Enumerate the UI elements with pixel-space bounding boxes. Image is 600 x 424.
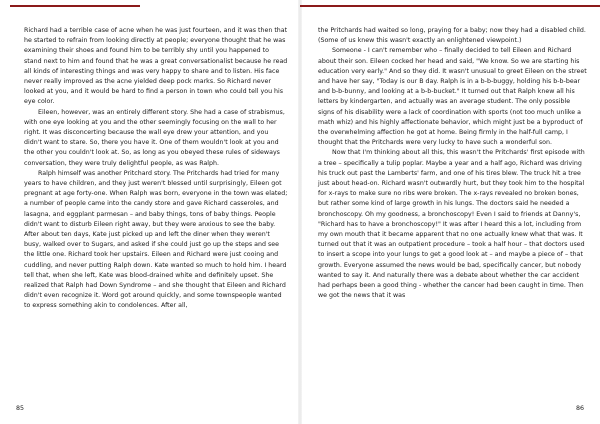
paragraph: Richard had a terrible case of acne when he was just fourteen, and it was then that he started to refrain from looking directly at people; everyone thought that he was examining their shoes and found him to be terribly shy until you happened to stand next to him and found that he was a great conversationalist because he read all kinds of interesting things and was very happy to share and to listen. His face never really improved as the acne yielded deep pock marks. So Richard never looked at you, and it would be hard to find a person in town who could tell you his eye color. — [24, 27, 288, 106]
header-rule — [10, 5, 140, 7]
paragraph: Ralph himself was another Pritchard story. The Pritchards had tried for many years to have children, and they just weren't blessed until surprisingly, Eileen got pregnant at age forty-one. When Ralph was born, everyone in the town was elated; a number of people came into the candy store and gave Richard casseroles, and lasagna, and eggplant parmesan – and baby things, tons of baby things. People didn't want to disturb Eileen right away, but they were anxious to see the baby. After about ten days, Kate just picked up and left the diner when they weren't busy, walked over to Sugars, and asked if she could just go up the steps and see the little one. Richard took her upstairs. Eileen and Richard were just cooing and cuddling, and never putting Ralph down. Kate wanted so much to hold him. I heard tell that, when she left, Kate was blood-drained white and definitely upset. She realized that Ralph had Down Syndrome – and she thought that Eileen and Richard didn't even recognize it. Word got around quickly, and some townspeople wanted to express something akin to condolences. After all, — [24, 169, 288, 310]
paragraph: Eileen, however, was an entirely different story. She had a case of strabismus, with one eye looking at you and the other seemingly focusing on the wall to her right. It was disconcerting because the wall eye drew your attention, and you didn't want to stare. So, there you have it. One of them wouldn't look at you and the other you couldn't look at. So, as long as you obeyed these rules of sideways conversation, they were truly delightful people, as was Ralph. — [24, 108, 285, 167]
right-page — [300, 0, 600, 424]
page-number: 85 — [16, 405, 25, 412]
header-rule — [300, 5, 600, 7]
paragraph: Someone - I can't remember who – finally decided to tell Eileen and Richard about their son. Eileen cocked her head and said, "We know. So we are starting his education very early." And so they did. It wasn't unusual to greet Eileen on the street and have her say, "Today is our B day. Ralph is in a b-b-buggy, holding his b-b-bear and b-b-bunny, and looking at a b-b-bucket." It turned out that Ralph knew all his letters by kindergarten, and actually was an average student. The only possible signs of his disability were a lack of coordination with sports (not too much unlike a math whiz) and his highly affectionate behavior, which might just be a byproduct of the overwhelming affection he got at home. Being firmly in the half-full camp, I thought that the Pritchards were very lucky to have such a wonderful son. — [318, 47, 587, 147]
paragraph: Now that I'm thinking about all this, this wasn't the Pritchards' first episode with a tree – specifically a tulip poplar. Maybe a year and a half ago, Richard was driving his truck out past the Lamberts' farm, and one of his tires blew. The truck hit a tree just about head-on. Richard wasn't outwardly hurt, but they took him to the hospital for x-rays to make sure no ribs were broken. The x-rays revealed no broken bones, but rather some kind of large growth in his lungs. The doctors said he needed a bronchoscopy. Oh my goodness, a bronchoscopy! Even I said to friends at Danny's, "Richard has to have a bronchoscopy!" It was after I heard this a lot, including from my own mouth that it became apparent that no one actually knew what that was. It turned out that it was an outpatient procedure – took a half hour – that doctors used to insert a scope into your lungs to get a good look at – and maybe a piece of – that growth. Everyone assumed the news would be bad, specifically cancer, but nobody wanted to say it. And naturally there was a debate about whether the car accident had perhaps been a good thing - whether the cancer had been caught in time. Then we got the news that it was — [318, 149, 585, 300]
page-number: 86 — [575, 405, 584, 412]
right-page-body — [318, 26, 588, 301]
left-page-body — [24, 26, 288, 312]
paragraph: the Pritchards had waited so long, praying for a baby; now they had a disabled child. (Some of us knew this wasn't exactly an enlightened viewpoint.) — [318, 27, 586, 45]
